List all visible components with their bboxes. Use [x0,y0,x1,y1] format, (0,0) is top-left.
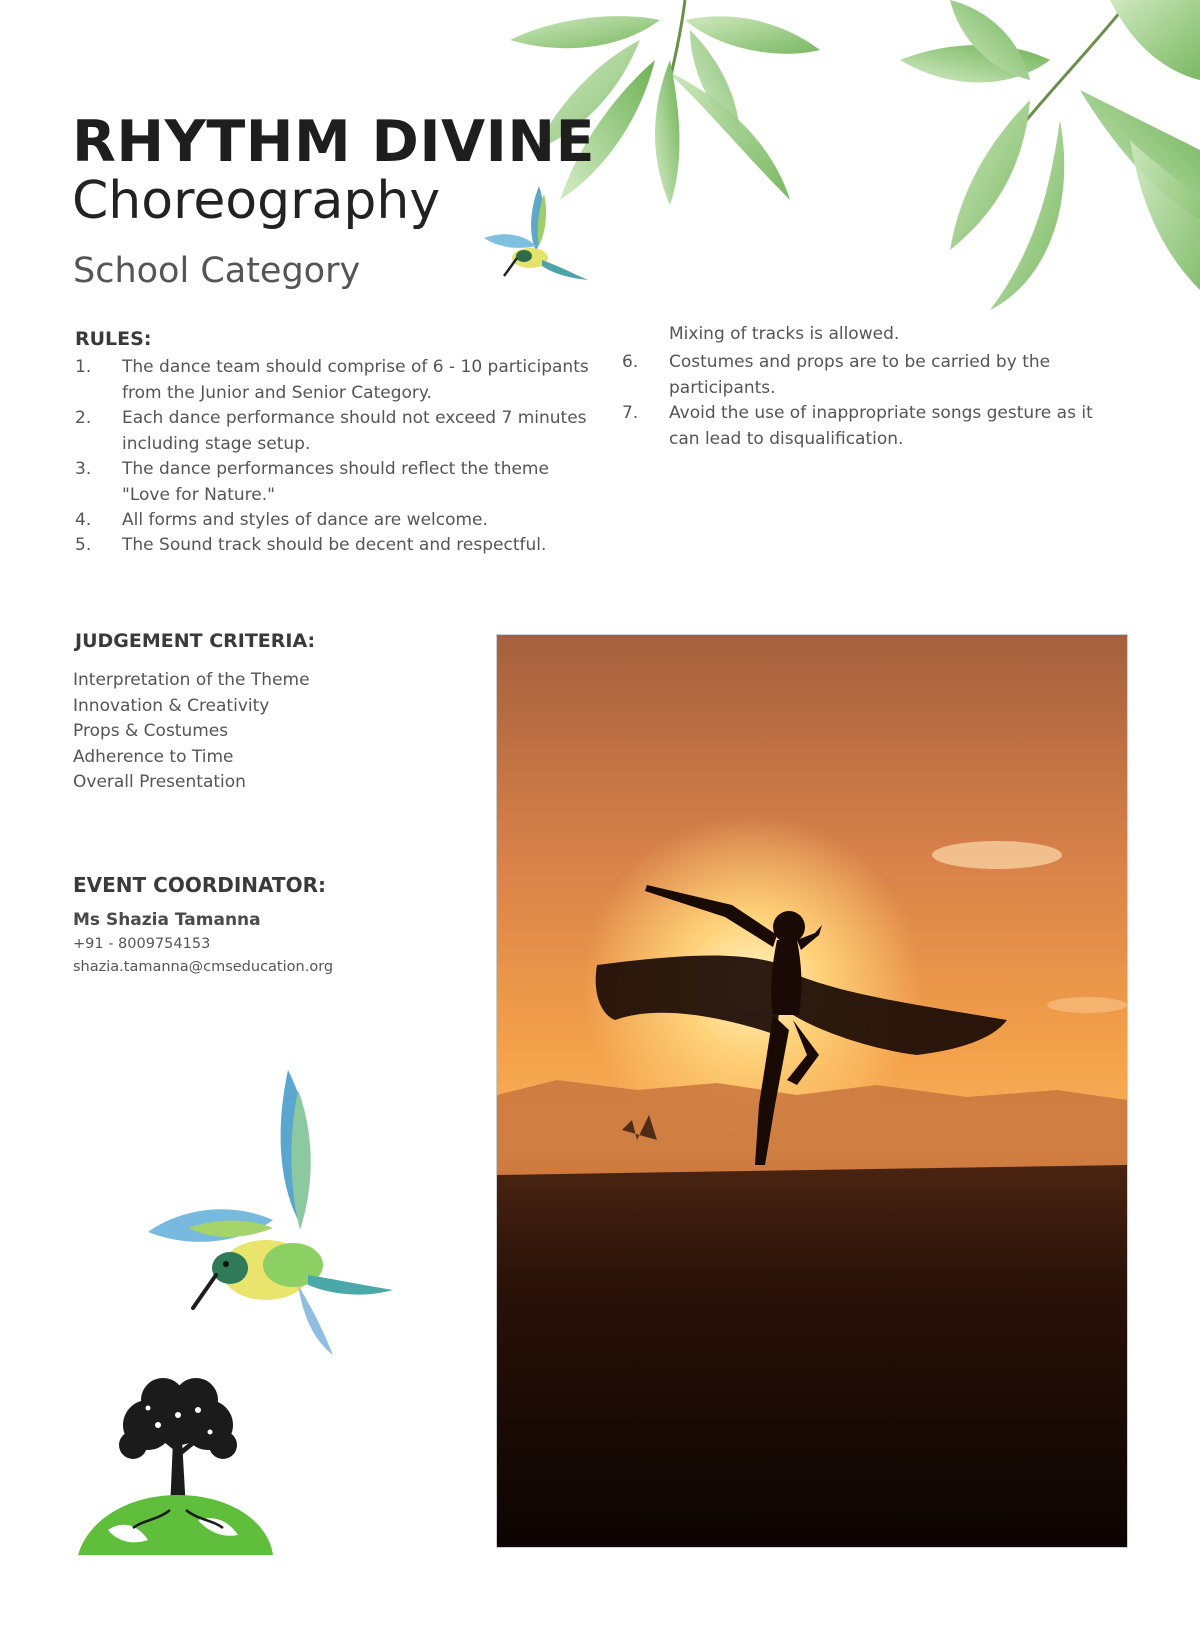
leaves-decoration [490,0,1200,330]
rule-text: The dance performances should reflect the theme "Love for Nature." [122,459,549,505]
dancer-silhouette-image [497,635,1127,1547]
judgement-criteria-list [73,668,310,796]
judgement-heading: JUDGEMENT CRITERIA: [75,630,316,652]
rule-number: 2. [75,408,92,428]
rule-number: 7. [622,403,639,423]
rule-text: The dance team should comprise of 6 - 10 participants from the Junior and Senior Category. [122,357,589,403]
rule-continuation: Mixing of tracks is allowed. [669,324,900,344]
hummingbird-illustration [148,1070,398,1360]
page-subtitle: Choreography [72,171,441,231]
rule-text: Each dance performance should not exceed 7 minutes including stage setup. [122,408,587,454]
dancer-sunset-photo [496,634,1128,1548]
criteria-item: Props & Costumes [73,721,229,741]
rule-number: 1. [75,357,92,377]
rule-text: Avoid the use of inappropriate songs gesture as it can lead to disqualification. [669,403,1093,449]
rule-text: The Sound track should be decent and respectful. [122,535,547,555]
coordinator-phone: +91 - 8009754153 [73,936,211,952]
coordinator-heading: EVENT COORDINATOR: [73,873,326,897]
rule-number: 3. [75,459,92,479]
criteria-item: Overall Presentation [73,772,246,792]
coordinator-name: Ms Shazia Tamanna [73,910,261,930]
rule-number: 6. [622,352,639,372]
small-bird-illustration [484,176,590,296]
criteria-item: Interpretation of the Theme [73,670,310,690]
rules-heading: RULES: [75,328,152,350]
rule-text: All forms and styles of dance are welcome. [122,510,488,530]
criteria-item: Innovation & Creativity [73,695,270,716]
page-title: RHYTHM DIVINE [72,109,596,175]
coordinator-email: shazia.tamanna@cmseducation.org [73,959,334,975]
criteria-item: Adherence to Time [73,746,234,767]
tree-globe-illustration [78,1370,273,1555]
rule-number: 5. [75,535,92,555]
rule-number: 4. [75,510,92,530]
rule-text: Costumes and props are to be carried by the participants. [669,352,1051,398]
category-label: School Category [73,251,361,291]
